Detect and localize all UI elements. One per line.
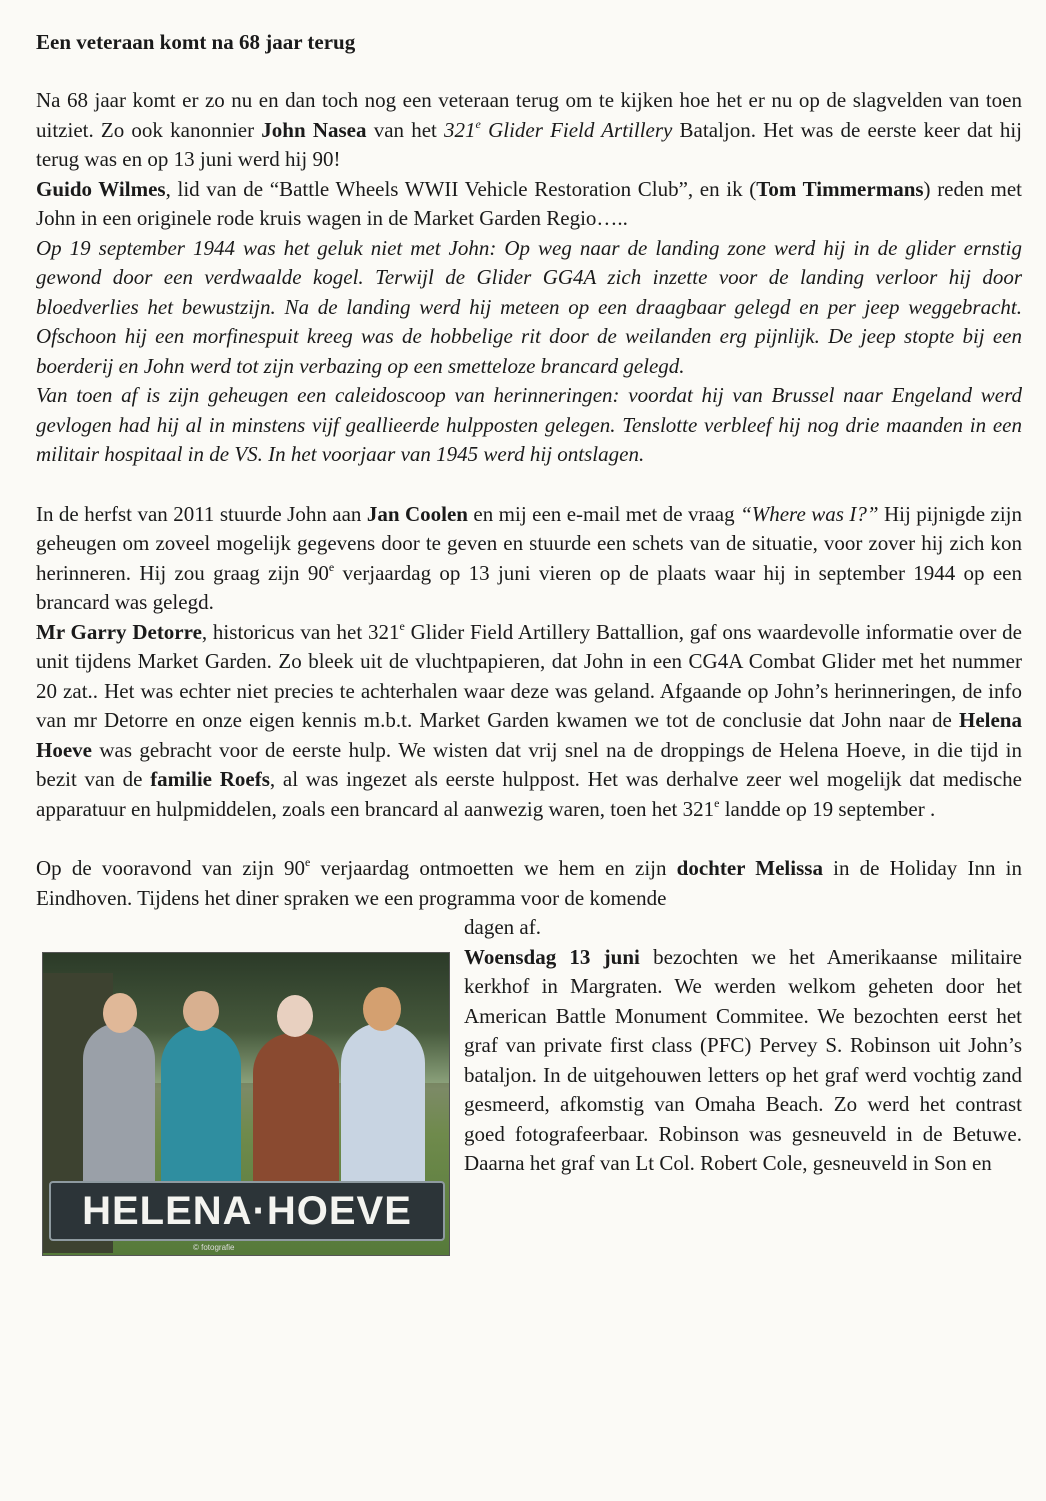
text: Op de vooravond van zijn 90 <box>36 856 306 880</box>
person-head <box>277 995 313 1037</box>
name-helena-hoeve: Helena Hoeve <box>36 708 1022 762</box>
person-head <box>183 991 219 1031</box>
article-title: Een veteraan komt na 68 jaar terug <box>36 30 356 54</box>
unit-name <box>444 118 672 142</box>
date-woensdag-13-juni: Woensdag 13 juni <box>464 944 640 969</box>
text: in de Holiday Inn in Eindhoven. Tijdens het diner spraken we een programma voor de komende <box>36 856 1022 910</box>
text: In de herfst van 2011 stuurde John aan <box>36 501 367 526</box>
text: , lid van de “Battle Wheels WWII Vehicle Restoration Club”, en ik ( <box>165 176 757 201</box>
photo-credit: © fotografie <box>193 1243 235 1252</box>
text: verjaardag ontmoetten we hem en zijn <box>310 856 677 880</box>
name-garry-detorre: Mr Garry Detorre <box>36 619 202 644</box>
superscript: e <box>714 795 720 810</box>
name-john-nasea: John Nasea <box>261 117 367 142</box>
paragraph-dagen-af: dagen af. <box>464 915 541 939</box>
paragraph-vooravond <box>36 854 1022 913</box>
text: Hij pijnigde zijn geheugen om zoveel mogelijk gegevens door te geven en stuurde een schets van de situatie, voor zover hij zich kon herinneren. Hij zou graag zijn 90 <box>36 501 1022 585</box>
paragraph-herfst <box>36 500 1022 618</box>
helena-hoeve-sign: HELENA·HOEVE <box>49 1181 445 1241</box>
name-familie-roefs: familie Roefs <box>150 767 270 791</box>
group-photo <box>42 952 450 1256</box>
right-column <box>464 913 1022 1179</box>
article <box>36 24 1022 1252</box>
paragraph-italic-1944: Op 19 september 1944 was het geluk niet met John: Op weg naar de landing zone werd hij in de glider ernstig gewond door een verdwaalde kogel. Terwijl de Glider GG4A zich inzette voor de landing verloor hij door bloedverlies het bewustzijn. Na de landing werd hij meteen op een draagbaar gelegd en per jeep weggebracht. Ofschoon hij een morfinespuit kreeg was de hobbelige rit door de weilanden erg pijnlijk. De jeep stopte bij een boerderij en John werd tot zijn verbazing op een smetteloze brancard gelegd. <box>36 235 1022 378</box>
paragraph-woensdag <box>464 943 1022 1179</box>
name-guido-wilmes: Guido Wilmes <box>36 176 166 201</box>
text: bezochten we het Amerikaanse militaire kerkhof in Margraten. We werden welkom geheten door het American Battle Monument Commitee. We bezochten eerst het graf van private first class (PFC) Pervey S. Robinson uit John’s bataljon. In de uitgehouwen letters op het graf werd vochtig zand gesmeerd, afkomstig van Omaha Beach. Zo werd het contrast goed fotografeerbaar. Robinson was gesneuveld in de Betuwe. Daarna het graf van Lt Col. Robert Cole, gesneuveld in Son en <box>464 944 1022 1175</box>
name-jan-coolen: Jan Coolen <box>366 501 468 526</box>
paragraph-intro <box>36 86 1022 175</box>
paragraph-guido <box>36 175 1022 234</box>
text: en mij een e-mail met de vraag <box>467 501 741 526</box>
text: verjaardag op 13 juni vieren op de plaats waar hij in september 1944 op een brancard was gelegd. <box>36 560 1022 614</box>
text: Na 68 jaar komt er zo nu en dan toch nog een veteraan terug om te kijken hoe het er nu op de slagvelden van toen uitziet. Zo ook kanonnier <box>36 88 1022 142</box>
superscript: e <box>305 855 311 869</box>
text: van het <box>366 117 445 142</box>
text: Bataljon. Het was de eerste keer dat hij terug was en op 13 juni werd hij 90! <box>36 117 1022 171</box>
superscript: e <box>399 618 405 633</box>
text: landde op 19 september . <box>719 796 936 821</box>
text: 321 <box>444 117 476 142</box>
person-head <box>363 987 401 1031</box>
paragraph-italic-memory: Van toen af is zijn geheugen een caleidoscoop van herinneringen: voordat hij van Brussel naar Engeland werd gevlogen had hij al in minstens vijf geallieerde hulpposten gelegen. Tenslotte verbleef hij nog drie maanden in een militair hospitaal in de VS. In het voorjaar van 1945 werd hij ontslagen. <box>36 383 1022 466</box>
name-tom-timmermans: Tom Timmermans <box>756 176 924 201</box>
text: Glider Field Artillery Battallion, gaf ons waardevolle informatie over de unit tijdens Market Garden. Zo bleek uit de vluchtpapieren, dat John in een CG4A Combat Glider met het nummer 20 zat.. Het was echter niet precies te achterhalen waar deze was geland. Afgaande op John’s herinneringen, de info van mr Detorre en onze eigen kennis m.b.t. Market Garden kwamen we tot de conclusie dat John naar de <box>36 619 1022 732</box>
person-head <box>103 993 137 1033</box>
text: Glider Field Artillery <box>480 117 673 142</box>
text: ) reden met John in een originele rode kruis wagen in de Market Garden Regio….. <box>36 176 1022 230</box>
superscript: e <box>475 116 481 131</box>
text: , historicus van het 321 <box>201 619 400 644</box>
superscript: e <box>328 559 335 574</box>
name-dochter-melissa: dochter Melissa <box>676 856 823 880</box>
quote-where-was-i: “Where was I?” <box>740 501 879 526</box>
text: was gebracht voor de eerste hulp. We wisten dat vrij snel na de droppings de Helena Hoeve, in die tijd in bezit van de <box>36 737 1022 791</box>
paragraph-detorre <box>36 618 1022 825</box>
text: , al was ingezet als eerste hulppost. Het was derhalve zeer wel mogelijk dat medische apparatuur en hulpmiddelen, zoals een brancard al aanwezig waren, toen het 321 <box>36 767 1022 821</box>
photo-text-section <box>36 913 1022 1252</box>
